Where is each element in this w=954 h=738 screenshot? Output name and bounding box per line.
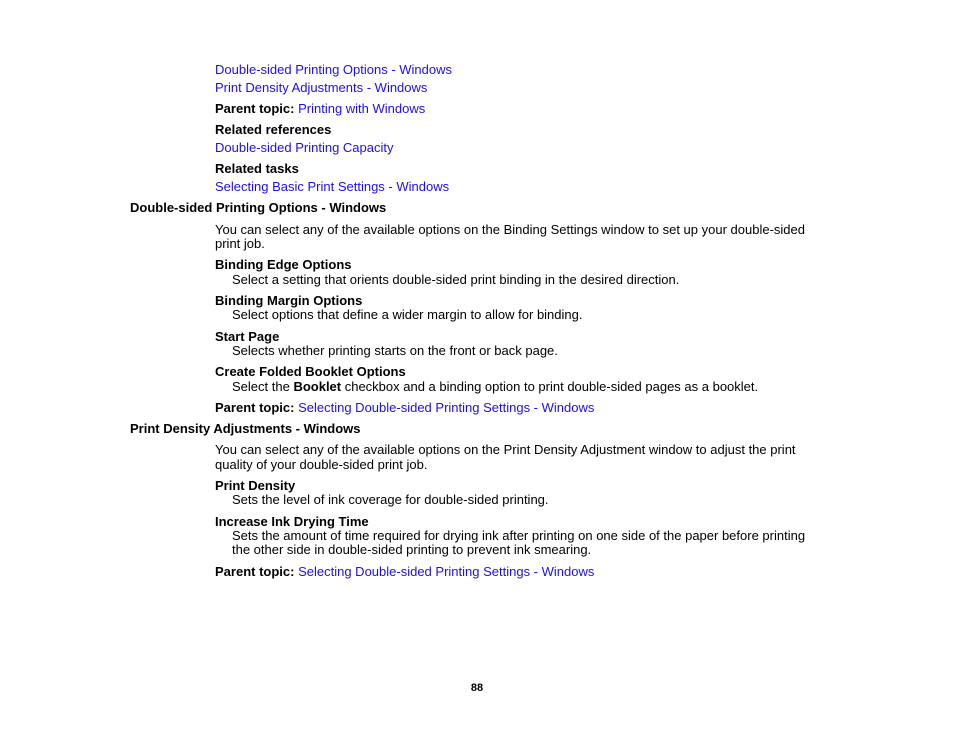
term-increase-ink-drying-time: Increase Ink Drying Time bbox=[215, 514, 369, 529]
term-binding-edge-options: Binding Edge Options bbox=[215, 257, 352, 272]
link-double-sided-printing-options[interactable]: Double-sided Printing Options - Windows bbox=[215, 62, 452, 77]
term-binding-margin-options: Binding Margin Options bbox=[215, 293, 363, 308]
related-references-label: Related references bbox=[215, 122, 332, 137]
desc-print-density: Sets the level of ink coverage for double-sided printing. bbox=[232, 492, 549, 507]
desc-create-folded-booklet-options bbox=[232, 379, 758, 394]
parent-topic-line bbox=[215, 101, 425, 116]
section2-intro-line1: You can select any of the available options on the Print Density Adjustment window to adjust the print bbox=[215, 442, 796, 457]
related-tasks-label: Related tasks bbox=[215, 161, 299, 176]
section1-intro-line1: You can select any of the available options on the Binding Settings window to set up your double-sided bbox=[215, 222, 805, 237]
link-selecting-double-sided-settings-2[interactable]: Selecting Double-sided Printing Settings - Windows bbox=[298, 564, 595, 579]
section2-parent-topic-label: Parent topic: bbox=[215, 564, 295, 579]
section-heading-double-sided-options: Double-sided Printing Options - Windows bbox=[130, 200, 387, 215]
section2-parent-topic-line bbox=[215, 564, 594, 579]
term-create-folded-booklet-options: Create Folded Booklet Options bbox=[215, 364, 406, 379]
term-print-density: Print Density bbox=[215, 478, 296, 493]
term-start-page: Start Page bbox=[215, 329, 280, 344]
section1-parent-topic-line bbox=[215, 400, 594, 415]
desc-increase-ink-drying-time-line2: the other side in double-sided printing to prevent ink smearing. bbox=[232, 542, 592, 557]
link-selecting-double-sided-settings-1[interactable]: Selecting Double-sided Printing Settings - Windows bbox=[298, 400, 595, 415]
parent-topic-label: Parent topic: bbox=[215, 101, 295, 116]
page-number: 88 bbox=[470, 682, 484, 694]
desc-binding-edge-options: Select a setting that orients double-sided print binding in the desired direction. bbox=[232, 272, 680, 287]
link-printing-with-windows[interactable]: Printing with Windows bbox=[298, 101, 426, 116]
section-heading-print-density: Print Density Adjustments - Windows bbox=[130, 421, 361, 436]
link-print-density-adjustments[interactable]: Print Density Adjustments - Windows bbox=[215, 80, 428, 95]
section1-intro-line2: print job. bbox=[215, 236, 265, 251]
desc-booklet-bold: Booklet bbox=[293, 379, 342, 394]
desc-booklet-after: checkbox and a binding option to print double-sided pages as a booklet. bbox=[341, 379, 759, 394]
section1-parent-topic-label: Parent topic: bbox=[215, 400, 295, 415]
desc-increase-ink-drying-time-line1: Sets the amount of time required for drying ink after printing on one side of the paper before printing bbox=[232, 528, 806, 543]
desc-start-page: Selects whether printing starts on the front or back page. bbox=[232, 343, 558, 358]
link-selecting-basic-print-settings[interactable]: Selecting Basic Print Settings - Windows bbox=[215, 179, 450, 194]
section2-intro-line2: quality of your double-sided print job. bbox=[215, 457, 428, 472]
link-double-sided-printing-capacity[interactable]: Double-sided Printing Capacity bbox=[215, 140, 394, 155]
desc-binding-margin-options: Select options that define a wider margin to allow for binding. bbox=[232, 307, 583, 322]
desc-booklet-before: Select the bbox=[232, 379, 294, 394]
